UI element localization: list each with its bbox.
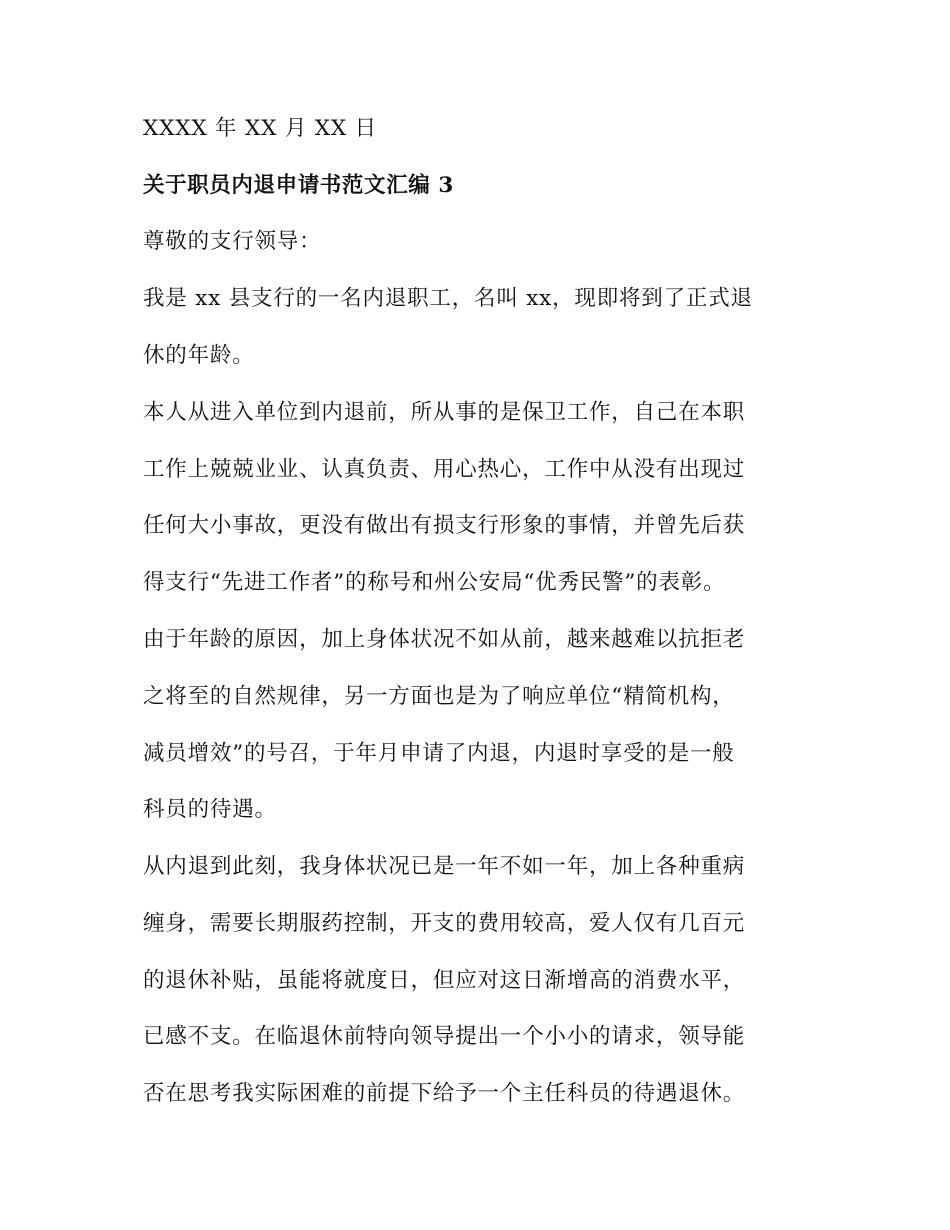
body-line: 本人从进入单位到内退前，所从事的是保卫工作，自己在本职 [143, 400, 746, 425]
body-line: 科员的待遇。 [143, 797, 277, 822]
body-line: 我是 xx 县支行的一名内退职工，名叫 xx，现即将到了正式退 [143, 286, 753, 311]
date-line: XXXX 年 XX 月 XX 日 [143, 116, 377, 141]
body-line: 否在思考我实际困难的前提下给予一个主任科员的待遇退休。 [143, 1081, 746, 1106]
body-line: 工作上兢兢业业、认真负责、用心热心，工作中从没有出现过 [143, 457, 746, 482]
body-line: 从内退到此刻，我身体状况已是一年不如一年，加上各种重病 [143, 854, 746, 879]
salutation: 尊敬的支行领导： [143, 229, 322, 254]
body-line: 的退休补贴，虽能将就度日，但应对这日渐增高的消费水平， [143, 968, 746, 993]
body-line: 之将至的自然规律，另一方面也是为了响应单位“精简机构， [143, 684, 735, 709]
document-title: 关于职员内退申请书范文汇编 3 [143, 173, 454, 198]
body-line: 任何大小事故，更没有做出有损支行形象的事情，并曾先后获 [143, 513, 746, 538]
body-line: 由于年龄的原因，加上身体状况不如从前，越来越难以抗拒老 [143, 627, 746, 652]
body-line: 已感不支。在临退休前特向领导提出一个小小的请求，领导能 [143, 1024, 746, 1049]
body-line: 得支行“先进工作者”的称号和州公安局“优秀民警”的表彰。 [143, 570, 726, 595]
body-line: 休的年龄。 [143, 343, 255, 368]
body-line: 减员增效”的号召，于年月申请了内退，内退时享受的是一般 [143, 741, 735, 766]
body-line: 缠身，需要长期服药控制，开支的费用较高，爱人仅有几百元 [143, 911, 746, 936]
